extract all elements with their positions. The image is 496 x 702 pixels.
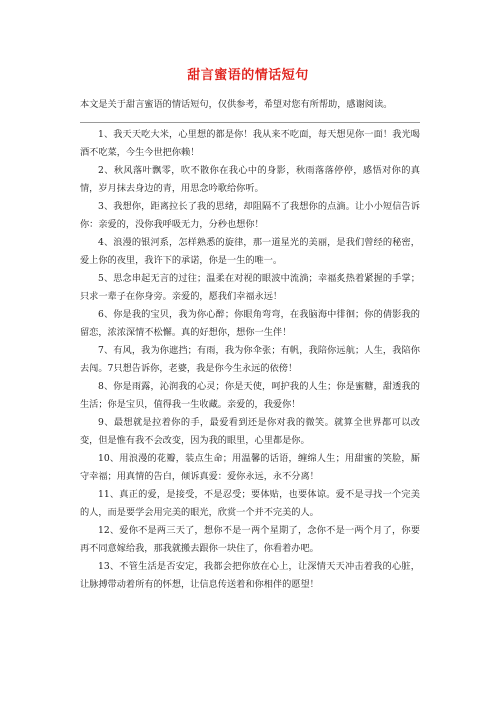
paragraph: 6、你是我的宝贝，我为你心醉；你眼角弯弯，在我脑海中徘徊；你的倩影我的留恋，浓浓深情不松懈。真的好想你，想你一生伴！ bbox=[80, 309, 420, 338]
paragraph: 2、秋风落叶飘零，吹不散你在我心中的身影，秋雨落落停停，感悟对你的真情，岁月抹去身边的青，用思念吟歌给你听。 bbox=[80, 165, 420, 194]
paragraph: 8、你是雨露，沁润我的心灵；你是天使，呵护我的人生；你是蜜糖，甜透我的生活；你是宝贝，值得我一生收藏。亲爱的，我爱你！ bbox=[80, 381, 420, 410]
paragraph: 7、有风，我为你遮挡；有雨，我为你伞张；有帆，我陪你远航；人生，我陪你去闯。7只想告诉你，老婆，我是你今生永远的依傍！ bbox=[80, 345, 420, 374]
paragraph: 4、浪漫的银河系，怎样熟悉的旋律，那一道星光的美丽，是我们曾经的秘密，爱上你的夜里，我许下的承诺，你是一生的唯一。 bbox=[80, 237, 420, 266]
document-body bbox=[80, 126, 420, 594]
paragraph: 11、真正的爱，是接受，不是忍受；要体贴，也要体谅。爱不是寻找一个完美的人，而是要学会用完美的眼光，欣赏一个并不完美的人。 bbox=[80, 489, 420, 518]
document-intro: 本文是关于甜言蜜语的情话短句，仅供参考，希望对您有所帮助，感谢阅读。 bbox=[80, 99, 393, 110]
document-title: 甜言蜜语的情话短句 bbox=[187, 68, 309, 83]
paragraph: 1、我天天吃大米，心里想的都是你！我从来不吃面，每天想见你一面！我光喝酒不吃菜，今生今世把你赖！ bbox=[80, 129, 420, 158]
paragraph: 3、我想你，距离拉长了我的思绪，却阻隔不了我想你的点滴。让小小短信告诉你：亲爱的，没你我呼吸无力，分秒也想你！ bbox=[80, 201, 420, 230]
paragraph: 10、用浪漫的花瓣，装点生命；用温馨的话语，缠绵人生；用甜蜜的笑脸，厮守幸福；用真情的告白，倾诉真爱：爱你永远，永不分离！ bbox=[80, 453, 420, 482]
paragraph: 12、爱你不是两三天了，想你不是一两个星期了，念你不是一两个月了，你要再不同意嫁给我，那我就搬去跟你一块住了，你看着办吧。 bbox=[80, 525, 420, 554]
header-divider bbox=[80, 122, 420, 123]
paragraph: 9、最想就是拉着你的手，最爱看到还是你对我的微笑。就算全世界都可以改变，但是惟有我不会改变，因为我的眼里，心里都是你。 bbox=[80, 417, 420, 446]
paragraph: 5、思念串起无言的过往；温柔在对视的眼波中流淌；幸福炙热着紧握的手掌；只求一辈子在你身旁。亲爱的，愿我们幸福永远！ bbox=[80, 273, 420, 302]
paragraph: 13、不管生活是否安定，我都会把你放在心上，让深情天天冲击着我的心脏，让脉搏带动着所有的怀想，让信息传送着和你相伴的愿望！ bbox=[80, 561, 420, 590]
